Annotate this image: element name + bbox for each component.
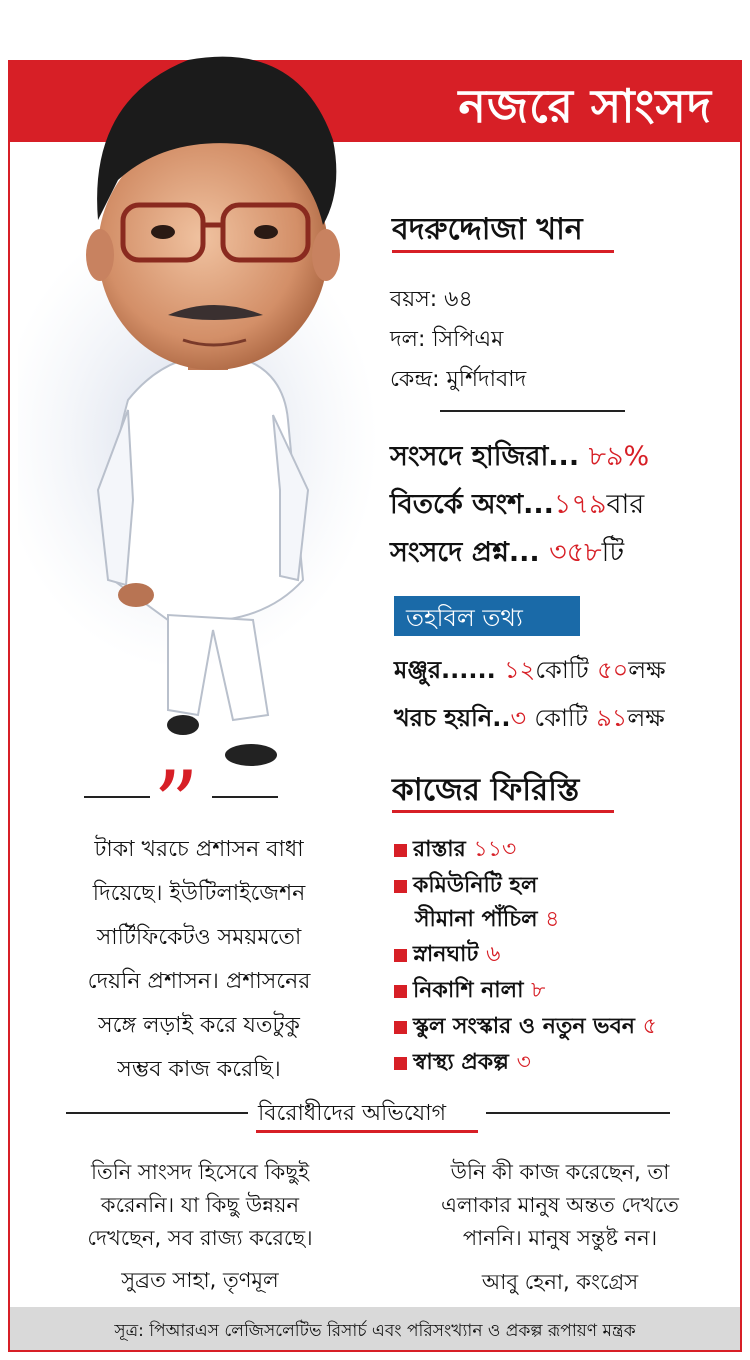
quote-rule-right bbox=[212, 796, 278, 798]
divider bbox=[440, 410, 625, 412]
opposition-rule-right bbox=[486, 1112, 670, 1114]
mp-name: বদরুদ্দোজা খান bbox=[392, 212, 583, 247]
stat-debates-unit: বার bbox=[606, 489, 645, 520]
quote-rule-left bbox=[84, 796, 150, 798]
work-item-count: ৮ bbox=[531, 978, 546, 1003]
work-item-label: কমিউনিটি হল bbox=[413, 873, 538, 898]
fund-unspent-label: খরচ হয়নি.. bbox=[394, 704, 511, 732]
mp-party: দল: সিপিএম bbox=[390, 327, 504, 352]
work-item-count: ৪ bbox=[545, 907, 560, 932]
work-item-label: নিকাশি নালা bbox=[413, 978, 524, 1003]
opposition-line: পাননি। মানুষ সন্তুষ্ট নন। bbox=[462, 1226, 658, 1250]
quote-line: সার্টিফিকেটও সময়মতো bbox=[96, 925, 302, 950]
work-item-continued bbox=[415, 902, 559, 939]
stat-questions-label: সংসদে প্রশ্ন... bbox=[390, 537, 540, 568]
mp-age: বয়স: ৬৪ bbox=[390, 287, 473, 312]
mp-constituency: কেন্দ্র: মুর্শিদাবাদ bbox=[390, 367, 527, 392]
opposition-line: দেখছেন, সব রাজ্য করেছে। bbox=[87, 1226, 313, 1250]
opposition-line: এলাকার মানুষ অন্তত দেখতে bbox=[441, 1193, 679, 1217]
mp-portrait-illustration bbox=[18, 20, 378, 780]
fund-unspent-crore: ৩ bbox=[510, 704, 527, 732]
bullet-icon bbox=[394, 844, 407, 857]
work-item-label: স্কুল সংস্কার ও নতুন ভবন bbox=[413, 1014, 635, 1039]
fund-sanctioned-lakh: ৫০ bbox=[597, 656, 629, 684]
fund-unspent-lakh: ৯১ bbox=[596, 704, 628, 732]
quote-line: দিয়েছে। ইউটিলাইজেশন bbox=[92, 881, 306, 906]
bullet-icon bbox=[394, 1021, 407, 1034]
work-item bbox=[394, 1009, 657, 1046]
stat-debates-label: বিতর্কে অংশ... bbox=[390, 489, 554, 520]
work-item-count: ১১৩ bbox=[473, 837, 517, 862]
work-item-count: ৬ bbox=[486, 942, 501, 967]
opposition-title-underline bbox=[256, 1130, 478, 1133]
opposition-line: তিনি সাংসদ হিসেবে কিছুই bbox=[90, 1160, 310, 1184]
work-item bbox=[394, 973, 545, 1010]
stat-attendance-label: সংসদে হাজিরা... bbox=[390, 441, 580, 472]
fund-lakh-word: লক্ষ bbox=[628, 656, 666, 684]
fund-sanctioned bbox=[394, 652, 666, 692]
quote-line: সম্ভব কাজ করেছি। bbox=[117, 1057, 281, 1082]
bullet-icon bbox=[394, 949, 407, 962]
opposition-right-quote bbox=[380, 1156, 740, 1255]
quote-mark-icon: ” bbox=[153, 752, 200, 857]
stat-questions-value: ৩৫৮ bbox=[549, 537, 602, 568]
work-item-label: স্বাস্থ্য প্রকল্প bbox=[413, 1050, 509, 1075]
mp-quote bbox=[30, 828, 368, 1092]
work-item-label: রাস্তার bbox=[413, 837, 466, 862]
source-footer: সূত্র: পিআরএস লেজিসলেটিভ রিসার্চ এবং পরিসংখ্যান ও প্রকল্প রূপায়ণ মন্ত্রক bbox=[10, 1307, 740, 1350]
works-underline bbox=[392, 810, 614, 813]
opposition-line: করেননি। যা কিছু উন্নয়ন bbox=[100, 1193, 300, 1217]
bullet-icon bbox=[394, 985, 407, 998]
page-title: নজরে সাংসদ bbox=[458, 79, 712, 133]
work-item-label: স্নানঘাট bbox=[413, 942, 479, 967]
stat-attendance bbox=[390, 436, 649, 481]
work-item-count: ৩ bbox=[516, 1050, 531, 1075]
fund-crore-word: কোটি bbox=[535, 656, 589, 684]
quote-line: দেয়নি প্রশাসন। প্রশাসনের bbox=[87, 969, 311, 994]
fund-info-tag: তহবিল তথ্য bbox=[394, 596, 580, 636]
bullet-icon bbox=[394, 880, 407, 893]
quote-line: সঙ্গে লড়াই করে যতটুকু bbox=[98, 1013, 300, 1038]
opposition-title: বিরোধীদের অভিযোগ bbox=[258, 1101, 447, 1126]
work-item-count: ৫ bbox=[642, 1014, 657, 1039]
fund-lakh-word: লক্ষ bbox=[627, 704, 665, 732]
stat-debates bbox=[390, 484, 644, 529]
work-item bbox=[394, 937, 500, 974]
work-item bbox=[394, 868, 537, 905]
fund-sanctioned-crore: ১২ bbox=[504, 656, 536, 684]
stat-debates-value: ১৭৯ bbox=[553, 489, 607, 520]
opposition-rule-left bbox=[66, 1112, 248, 1114]
opposition-line: উনি কী কাজ করেছেন, তা bbox=[450, 1160, 670, 1184]
opposition-right-cite: আবু হেনা, কংগ্রেস bbox=[481, 1270, 639, 1294]
works-title: কাজের ফিরিস্তি bbox=[392, 772, 580, 808]
work-item bbox=[394, 832, 516, 869]
opposition-left-quote bbox=[30, 1156, 370, 1255]
fund-sanctioned-label: মঞ্জুর...... bbox=[394, 656, 496, 684]
opposition-left-cite: সুব্রত সাহা, তৃণমূল bbox=[121, 1268, 279, 1292]
quote-line: টাকা খরচে প্রশাসন বাধা bbox=[94, 837, 304, 862]
bullet-icon bbox=[394, 1057, 407, 1070]
name-underline bbox=[392, 250, 614, 253]
work-item bbox=[394, 1045, 531, 1082]
fund-crore-word: কোটি bbox=[534, 704, 588, 732]
fund-unspent bbox=[394, 700, 665, 740]
stat-questions bbox=[390, 532, 624, 577]
stat-questions-unit: টি bbox=[601, 537, 625, 568]
work-item-label: সীমানা পাঁচিল bbox=[415, 907, 538, 932]
stat-attendance-value: ৮৯% bbox=[588, 441, 650, 472]
